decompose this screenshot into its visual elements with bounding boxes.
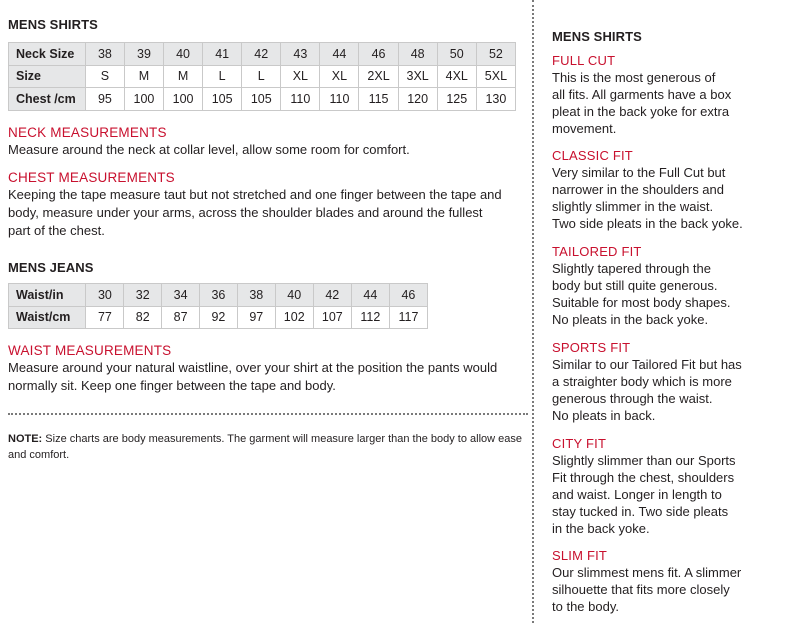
table-cell: 44 — [320, 43, 359, 66]
note-label: NOTE: — [8, 433, 43, 445]
fit-description-line: narrower in the shoulders and — [552, 182, 724, 197]
table-cell: 100 — [164, 88, 203, 111]
jeans-size-table — [8, 283, 428, 329]
fit-full-cut — [552, 52, 792, 137]
table-cell: 92 — [200, 306, 238, 329]
table-cell: 36 — [200, 284, 238, 307]
fit-description-line: silhouette that fits more closely — [552, 582, 730, 597]
table-cell: 110 — [281, 88, 320, 111]
table-row — [9, 306, 428, 329]
fit-description-line: in the back yoke. — [552, 521, 650, 536]
fit-description-line: This is the most generous of — [552, 70, 716, 85]
table-cell: 112 — [351, 306, 389, 329]
fit-description-line: movement. — [552, 121, 617, 136]
vertical-dotted-divider — [532, 0, 534, 623]
table-cell: 46 — [359, 43, 398, 66]
table-cell: 82 — [124, 306, 162, 329]
fit-description-line: a straighter body which is more — [552, 374, 732, 389]
fit-description-line: Slightly slimmer than our Sports — [552, 453, 736, 468]
fit-description-line: Similar to our Tailored Fit but has — [552, 357, 742, 372]
fit-name: SPORTS FIT — [552, 340, 631, 355]
table-cell: 5XL — [476, 65, 515, 88]
fit-description-line: Two side pleats in the back yoke. — [552, 216, 743, 231]
table-cell: M — [164, 65, 203, 88]
table-cell: 44 — [351, 284, 389, 307]
table-cell: 40 — [164, 43, 203, 66]
fit-slim — [552, 547, 792, 615]
fit-description-line: Fit through the chest, shoulders — [552, 470, 735, 485]
table-cell: 43 — [281, 43, 320, 66]
table-cell: 77 — [86, 306, 124, 329]
table-cell: 95 — [85, 88, 124, 111]
fit-name: CITY FIT — [552, 436, 607, 451]
table-cell: 125 — [437, 88, 476, 111]
shirts-section-title: MENS SHIRTS — [8, 17, 98, 32]
table-cell: 32 — [124, 284, 162, 307]
table-cell: 110 — [320, 88, 359, 111]
table-row — [9, 43, 516, 66]
table-cell: 52 — [476, 43, 515, 66]
fit-classic — [552, 147, 792, 232]
table-cell: 97 — [237, 306, 275, 329]
table-cell: 105 — [242, 88, 281, 111]
table-cell: 34 — [162, 284, 200, 307]
row-label: Waist/in — [9, 284, 86, 307]
fit-description-line: Slightly tapered through the — [552, 261, 711, 276]
table-cell: 38 — [85, 43, 124, 66]
note-text — [8, 432, 523, 463]
table-cell: 48 — [398, 43, 437, 66]
table-cell: 115 — [359, 88, 398, 111]
fit-description-line: body but still quite generous. — [552, 278, 718, 293]
neck-measurements-text: Measure around the neck at collar level, allow some room for comfort. — [8, 142, 410, 157]
table-cell: 46 — [389, 284, 427, 307]
table-cell: L — [242, 65, 281, 88]
fit-description-line: No pleats in the back yoke. — [552, 312, 709, 327]
table-cell: 87 — [162, 306, 200, 329]
chest-measurements-heading: CHEST MEASUREMENTS — [8, 170, 175, 185]
waist-measurements-text: Measure around your natural waistline, over your shirt at the position the pants would normally sit. Keep one finger between the tape and body. — [8, 360, 498, 393]
table-cell: 4XL — [437, 65, 476, 88]
table-cell: 38 — [237, 284, 275, 307]
table-cell: S — [85, 65, 124, 88]
row-label: Neck Size — [9, 43, 86, 66]
fit-description-line: No pleats in back. — [552, 408, 656, 423]
table-cell: XL — [281, 65, 320, 88]
fit-description-line: to the body. — [552, 599, 619, 614]
fit-description-line: pleat in the back yoke for extra — [552, 104, 730, 119]
fit-description-line: all fits. All garments have a box — [552, 87, 732, 102]
note-body: Size charts are body measurements. The garment will measure larger than the body to allow ease and comfort. — [8, 433, 522, 461]
fit-description-line: stay tucked in. Two side pleats — [552, 504, 729, 519]
table-cell: 100 — [124, 88, 163, 111]
fit-description-line: and waist. Longer in length to — [552, 487, 722, 502]
table-cell: 105 — [203, 88, 242, 111]
jeans-section-title: MENS JEANS — [8, 260, 94, 275]
waist-measurements-heading: WAIST MEASUREMENTS — [8, 343, 172, 358]
table-row — [9, 88, 516, 111]
fit-city — [552, 435, 792, 537]
table-cell: 40 — [275, 284, 313, 307]
row-label: Chest /cm — [9, 88, 86, 111]
table-cell: 41 — [203, 43, 242, 66]
table-cell: 30 — [86, 284, 124, 307]
table-cell: 117 — [389, 306, 427, 329]
table-cell: 42 — [242, 43, 281, 66]
table-cell: 50 — [437, 43, 476, 66]
fit-name: CLASSIC FIT — [552, 148, 633, 163]
fit-tailored — [552, 243, 792, 328]
row-label: Waist/cm — [9, 306, 86, 329]
table-cell: 120 — [398, 88, 437, 111]
table-cell: 130 — [476, 88, 515, 111]
table-cell: 39 — [124, 43, 163, 66]
shirts-size-table — [8, 42, 516, 111]
chest-measurements-text: Keeping the tape measure taut but not stretched and one finger between the tape and body, measure under your arms, across the shoulder blades and around the fullest part of the chest. — [8, 187, 502, 238]
neck-measurements-heading: NECK MEASUREMENTS — [8, 125, 167, 140]
table-cell: 3XL — [398, 65, 437, 88]
fit-description-line: generous through the waist. — [552, 391, 713, 406]
fit-description-line: Our slimmest mens fit. A slimmer — [552, 565, 742, 580]
table-cell: 107 — [313, 306, 351, 329]
row-label: Size — [9, 65, 86, 88]
table-cell: M — [124, 65, 163, 88]
table-cell: 102 — [275, 306, 313, 329]
table-row — [9, 284, 428, 307]
table-cell: XL — [320, 65, 359, 88]
table-cell: 42 — [313, 284, 351, 307]
fit-description-line: Suitable for most body shapes. — [552, 295, 731, 310]
fit-name: FULL CUT — [552, 53, 616, 68]
table-cell: L — [203, 65, 242, 88]
horizontal-dotted-divider — [8, 413, 528, 415]
fit-name: SLIM FIT — [552, 548, 608, 563]
table-cell: 2XL — [359, 65, 398, 88]
fit-description-line: Very similar to the Full Cut but — [552, 165, 726, 180]
fit-sports — [552, 339, 792, 424]
fits-section-title: MENS SHIRTS — [552, 29, 642, 44]
fit-description-line: slightly slimmer in the waist. — [552, 199, 714, 214]
table-row — [9, 65, 516, 88]
fit-name: TAILORED FIT — [552, 244, 642, 259]
